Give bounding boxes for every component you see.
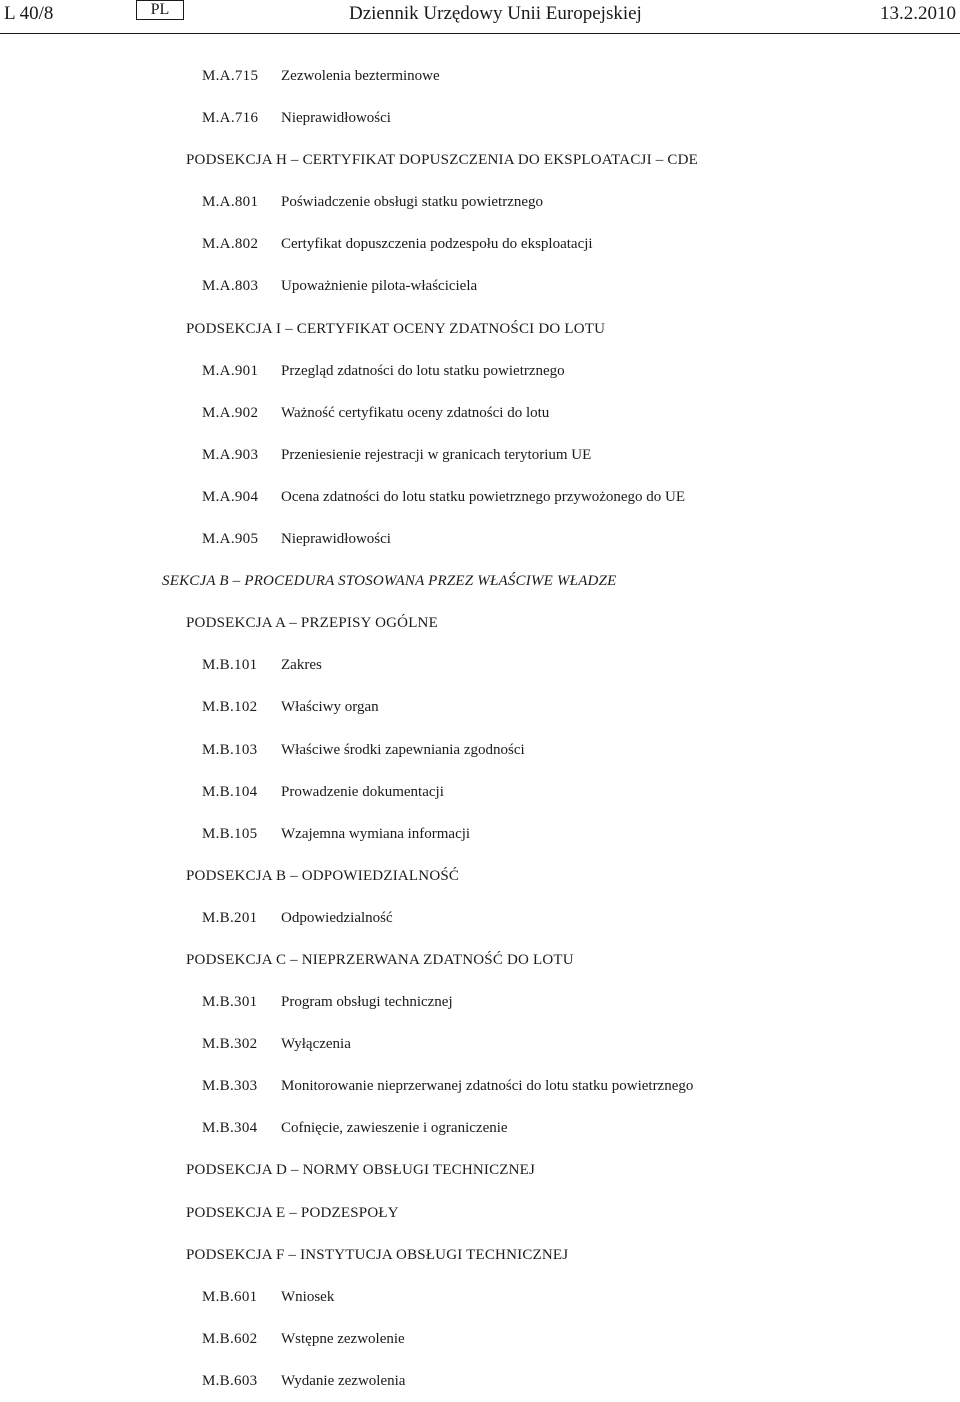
- item-title: Poświadczenie obsługi statku powietrznego: [281, 194, 544, 211]
- section-heading: SEKCJA B – PROCEDURA STOSOWANA PRZEZ WŁAŚCIWE WŁADZE: [162, 573, 617, 590]
- toc-item-row: [0, 897, 960, 939]
- table-of-contents: [0, 55, 960, 1402]
- page-header: [0, 0, 960, 34]
- toc-item-row: [0, 1360, 960, 1402]
- item-title: Właściwe środki zapewniania zgodności: [281, 741, 525, 758]
- item-code: M.B.304: [202, 1120, 258, 1137]
- item-code: M.A.802: [202, 236, 259, 253]
- toc-item-row: [0, 223, 960, 265]
- subsection-heading-row: [0, 1149, 960, 1191]
- item-code: M.B.601: [202, 1288, 258, 1305]
- toc-item-row: [0, 350, 960, 392]
- subsection-heading: PODSEKCJA C – NIEPRZERWANA ZDATNOŚĆ DO LOTU: [186, 951, 574, 968]
- toc-item-row: [0, 813, 960, 855]
- toc-item-row: [0, 265, 960, 307]
- toc-item-row: [0, 55, 960, 97]
- item-title: Prowadzenie dokumentacji: [281, 783, 444, 800]
- toc-item-row: [0, 686, 960, 728]
- item-code: M.B.302: [202, 1036, 258, 1053]
- toc-item-row: [0, 729, 960, 771]
- item-title: Zakres: [281, 657, 322, 674]
- subsection-heading-row: [0, 139, 960, 181]
- item-title: Ocena zdatności do lotu statku powietrznego przywożonego do UE: [281, 488, 686, 505]
- item-code: M.A.803: [202, 278, 259, 295]
- item-title: Wstępne zezwolenie: [281, 1330, 405, 1347]
- subsection-heading-row: [0, 939, 960, 981]
- item-title: Odpowiedzialność: [281, 909, 393, 926]
- item-title: Przegląd zdatności do lotu statku powietrznego: [281, 362, 565, 379]
- toc-item-row: [0, 97, 960, 139]
- item-code: M.A.905: [202, 531, 259, 548]
- subsection-heading: PODSEKCJA I – CERTYFIKAT OCENY ZDATNOŚCI DO LOTU: [186, 320, 606, 337]
- toc-item-row: [0, 981, 960, 1023]
- toc-item-row: [0, 1065, 960, 1107]
- toc-item-row: [0, 434, 960, 476]
- subsection-heading-row: [0, 1234, 960, 1276]
- toc-item-row: [0, 1023, 960, 1065]
- item-title: Właściwy organ: [281, 699, 379, 716]
- item-code: M.A.801: [202, 194, 259, 211]
- page-number: L 40/8: [4, 3, 54, 24]
- header-divider: [0, 33, 960, 34]
- item-title: Zezwolenia bezterminowe: [281, 68, 440, 84]
- subsection-heading: PODSEKCJA A – PRZEPISY OGÓLNE: [186, 615, 438, 632]
- item-code: M.B.103: [202, 741, 258, 758]
- item-code: M.B.102: [202, 699, 258, 716]
- item-title: Program obsługi technicznej: [281, 994, 453, 1011]
- subsection-heading-row: [0, 308, 960, 350]
- item-code: M.B.301: [202, 994, 258, 1011]
- section-heading-row: [0, 560, 960, 602]
- item-code: M.B.104: [202, 783, 258, 800]
- toc-item-row: [0, 1318, 960, 1360]
- item-code: M.A.716: [202, 110, 259, 127]
- item-code: M.B.101: [202, 657, 258, 674]
- item-code: M.B.303: [202, 1078, 258, 1095]
- subsection-heading: PODSEKCJA E – PODZESPOŁY: [186, 1204, 399, 1221]
- subsection-heading-row: [0, 855, 960, 897]
- toc-item-row: [0, 181, 960, 223]
- toc-item-row: [0, 1107, 960, 1149]
- item-code: M.B.603: [202, 1372, 258, 1389]
- item-title: Cofnięcie, zawieszenie i ograniczenie: [281, 1120, 508, 1137]
- subsection-heading: PODSEKCJA D – NORMY OBSŁUGI TECHNICZNEJ: [186, 1162, 536, 1179]
- toc-item-row: [0, 476, 960, 518]
- item-code: M.B.201: [202, 909, 258, 926]
- item-code: M.A.902: [202, 404, 259, 421]
- journal-title: Dziennik Urzędowy Unii Europejskiej: [349, 3, 642, 24]
- toc-item-row: [0, 392, 960, 434]
- item-title: Wyłączenia: [281, 1036, 351, 1053]
- item-title: Ważność certyfikatu oceny zdatności do lotu: [281, 404, 550, 421]
- item-code: M.B.105: [202, 825, 258, 842]
- toc-item-row: [0, 771, 960, 813]
- publication-date: 13.2.2010: [880, 3, 956, 24]
- item-code: M.A.901: [202, 362, 259, 379]
- item-code: M.A.903: [202, 446, 259, 463]
- item-code: M.A.715: [202, 68, 259, 84]
- item-title: Wzajemna wymiana informacji: [281, 825, 471, 842]
- item-code: M.A.904: [202, 488, 259, 505]
- item-code: M.B.602: [202, 1330, 258, 1347]
- item-title: Certyfikat dopuszczenia podzespołu do eksploatacji: [281, 236, 593, 253]
- toc-item-row: [0, 518, 960, 560]
- item-title: Nieprawidłowości: [281, 110, 391, 127]
- subsection-heading: PODSEKCJA F – INSTYTUCJA OBSŁUGI TECHNICZNEJ: [186, 1246, 569, 1263]
- toc-item-row: [0, 1276, 960, 1318]
- item-title: Upoważnienie pilota-właściciela: [281, 278, 478, 295]
- item-title: Przeniesienie rejestracji w granicach terytorium UE: [281, 446, 592, 463]
- toc-item-row: [0, 644, 960, 686]
- item-title: Wniosek: [281, 1288, 335, 1305]
- item-title: Monitorowanie nieprzerwanej zdatności do lotu statku powietrznego: [281, 1078, 694, 1095]
- language-badge: PL: [136, 0, 184, 20]
- subsection-heading-row: [0, 1192, 960, 1234]
- subsection-heading-row: [0, 602, 960, 644]
- item-title: Wydanie zezwolenia: [281, 1372, 406, 1389]
- subsection-heading: PODSEKCJA B – ODPOWIEDZIALNOŚĆ: [186, 867, 460, 884]
- item-title: Nieprawidłowości: [281, 531, 391, 548]
- subsection-heading: PODSEKCJA H – CERTYFIKAT DOPUSZCZENIA DO EKSPLOATACJI – CDE: [186, 152, 698, 169]
